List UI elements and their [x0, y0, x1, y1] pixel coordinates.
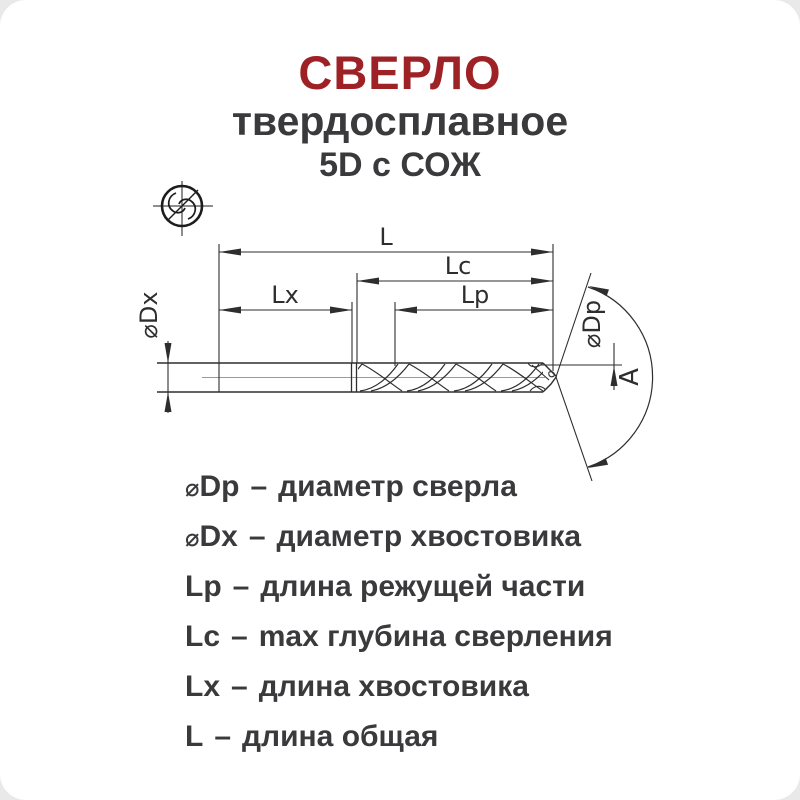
legend-description: диаметр хвостовика — [276, 520, 582, 553]
label-point-angle: A — [615, 368, 645, 386]
legend-symbol: ⌀Dp — [185, 470, 240, 503]
label-cutting-length: Lp — [460, 281, 490, 309]
legend-description: длина режущей части — [260, 570, 586, 603]
label-overall-length: L — [379, 223, 393, 251]
dimension-shank-length — [219, 281, 352, 314]
legend-symbol: ⌀Dx — [185, 520, 238, 553]
drill-front-view-icon — [153, 181, 213, 236]
legend-item-lx — [185, 662, 613, 712]
legend-symbol: L — [185, 720, 204, 753]
legend-item-lc — [185, 612, 613, 662]
legend-dash: – — [231, 620, 248, 653]
dimension-max-depth — [357, 252, 553, 285]
legend-dash: – — [250, 470, 268, 503]
legend-description: длина хвостовика — [258, 670, 529, 703]
legend-dash: – — [214, 720, 232, 753]
legend-description: длина общая — [242, 720, 439, 753]
legend-symbol: Lx — [185, 670, 221, 703]
legend-description: диаметр сверла — [278, 470, 517, 503]
page-subtitle: твердосплавное — [231, 98, 569, 145]
header — [0, 48, 800, 184]
page-subtitle-variant: 5D с СОЖ — [319, 145, 481, 184]
legend-description: max глубина сверления — [258, 620, 613, 653]
label-drill-diameter: ⌀Dp — [578, 299, 606, 349]
legend-symbol: Lp — [185, 570, 222, 603]
legend-item-lp — [185, 562, 613, 612]
legend — [185, 462, 613, 762]
dimension-overall-length — [219, 223, 553, 256]
legend-item-dp — [185, 462, 613, 512]
page-title: СВЕРЛО — [298, 46, 502, 99]
legend-item-l — [185, 712, 613, 762]
legend-dash: – — [232, 570, 250, 603]
legend-dash: – — [231, 670, 248, 703]
dimension-shank-diameter — [135, 291, 172, 413]
label-shank-diameter: ⌀Dx — [135, 291, 163, 339]
dimension-cutting-length — [395, 281, 553, 314]
label-max-depth: Lc — [444, 252, 472, 280]
extension-lines — [219, 244, 553, 392]
legend-symbol: Lc — [185, 620, 221, 653]
legend-dash: – — [248, 520, 266, 553]
legend-item-dx — [185, 512, 613, 562]
label-shank-length: Lx — [271, 281, 299, 309]
